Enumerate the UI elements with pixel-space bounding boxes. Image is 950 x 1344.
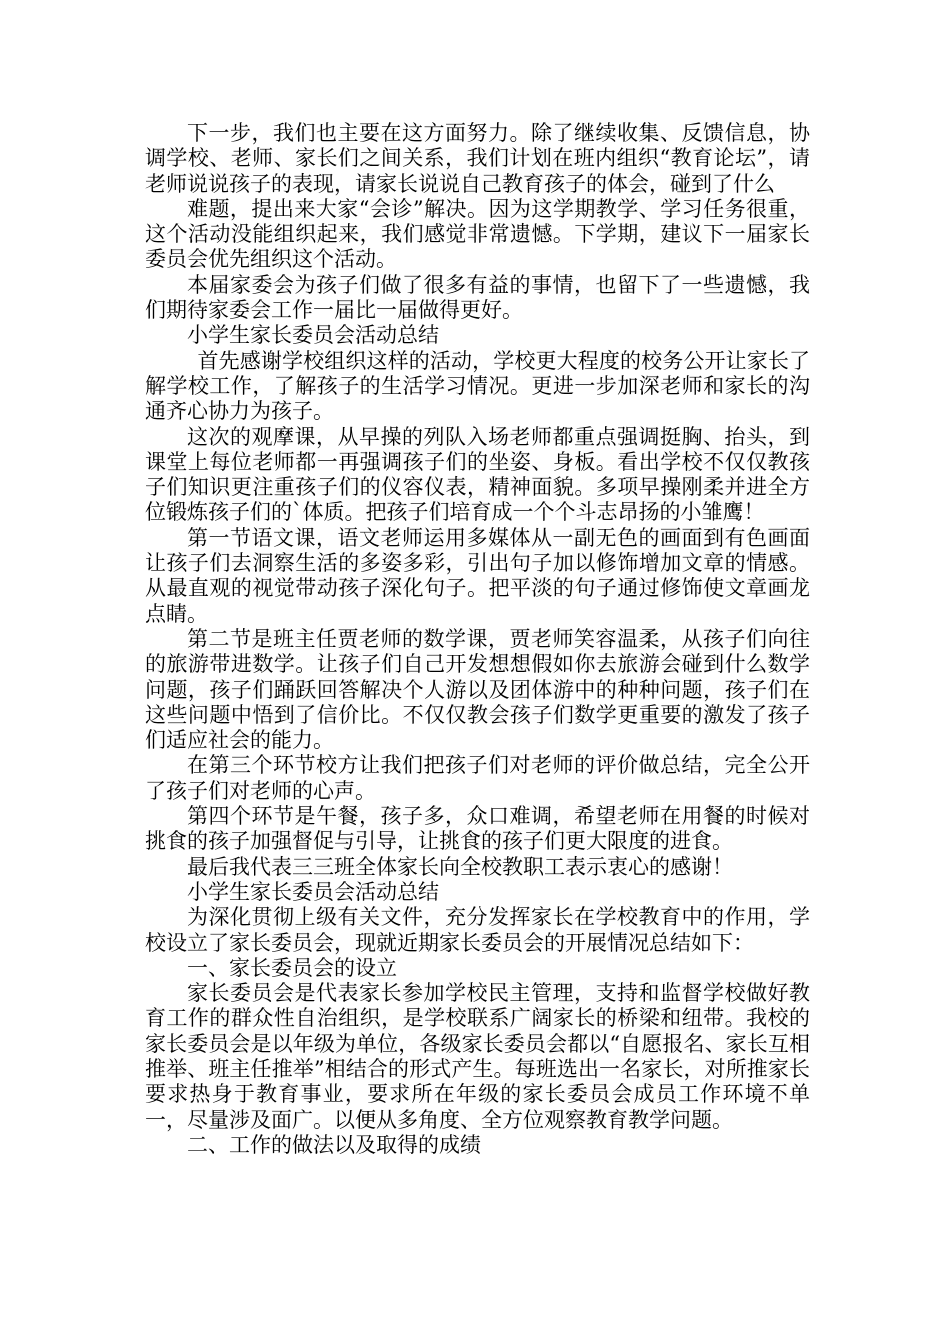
subheading-setup: 一、家长委员会的设立 — [187, 955, 397, 980]
paragraph-next-step: 下一步，我们也主要在这方面努力。除了继续收集、反馈信息，协调学校、老师、家长们之间关系，我们计划在班内组织“教育论坛”，请老师说说孩子的表现，请家长说说自己教育孩子的体会，碰到了什么 — [145, 121, 810, 196]
subheading-methods: 二、工作的做法以及取得的成绩 — [187, 1132, 481, 1157]
paragraph-difficulties: 难题，提出来大家“会诊”解决。因为这学期教学、学习任务很重，这个活动没能组织起来，我们感觉非常遗憾。下学期，建议下一届家长委员会优先组织这个活动。 — [145, 196, 810, 272]
paragraph-committee-setup: 家长委员会是代表家长参加学校民主管理，支持和监督学校做好教育工作的群众性自治组织，是学校联系广阔家长的桥梁和纽带。我校的家长委员会是以年级为单位，各级家长委员会都以“自愿报名、家长互相推举、班主任推举”相结合的形式产生。每班选出一名家长，对所推家长要求热身于教育事业，要求所在年级的家长委员会成员工作环境不单一，尽量涉及面广。以便从多角度、全方位观察教育教学问题。 — [145, 981, 810, 1132]
paragraph-final-thanks: 最后我代表三三班全体家长向全校教职工表示衷心的感谢！ — [187, 854, 733, 879]
paragraph-thanks-school: 首先感谢学校组织这样的活动，学校更大程度的校务公开让家长了解学校工作，了解孩子的生活学习情况。更进一步加深老师和家长的沟通齐心协力为孩子。 — [145, 348, 810, 424]
paragraph-math-class: 第二节是班主任贾老师的数学课，贾老师笑容温柔，从孩子们向往的旅游带进数学。让孩子们自己开发想想假如你去旅游会碰到什么数学问题，孩子们踊跃回答解决个人游以及团体游中的种种问题，孩子们在这些问题中悟到了信价比。不仅仅教会孩子们数学更重要的激发了孩子们适应社会的能力。 — [145, 626, 810, 753]
paragraph-chinese-class: 第一节语文课，语文老师运用多媒体从一副无色的画面到有色画面让孩子们去洞察生活的多姿多彩，引出句子加以修饰增加文章的情感。从最直观的视觉带动孩子深化句子。把平淡的句子通过修饰使文章画龙点睛。 — [145, 525, 810, 626]
paragraph-regrets: 本届家委会为孩子们做了很多有益的事情，也留下了一些遗憾，我们期待家委会工作一届比一届做得更好。 — [145, 272, 810, 323]
document-body — [145, 121, 810, 1158]
paragraph-fourth-session: 第四个环节是午餐，孩子多，众口难调，希望老师在用餐的时候对挑食的孩子加强督促与引导，让挑食的孩子们更大限度的进食。 — [145, 804, 810, 854]
paragraph-intro: 为深化贯彻上级有关文件，充分发挥家长在学校教育中的作用，学校设立了家长委员会，现就近期家长委员会的开展情况总结如下： — [145, 905, 810, 955]
paragraph-observation-class: 这次的观摩课，从早操的列队入场老师都重点强调挺胸、抬头，到课堂上每位老师都一再强调孩子们的坐姿、身板。看出学校不仅仅教孩子们知识更注重孩子们的仪容仪表，精神面貌。多项早操刚柔并进全方位锻炼孩子们的`体质。把孩子们培育成一个个斗志昂扬的小雏鹰！ — [145, 424, 810, 525]
section-title-summary-2: 小学生家长委员会活动总结 — [187, 879, 439, 904]
section-title-summary-1: 小学生家长委员会活动总结 — [187, 323, 439, 348]
paragraph-third-session: 在第三个环节校方让我们把孩子们对老师的评价做总结，完全公开了孩子们对老师的心声。 — [145, 753, 810, 803]
